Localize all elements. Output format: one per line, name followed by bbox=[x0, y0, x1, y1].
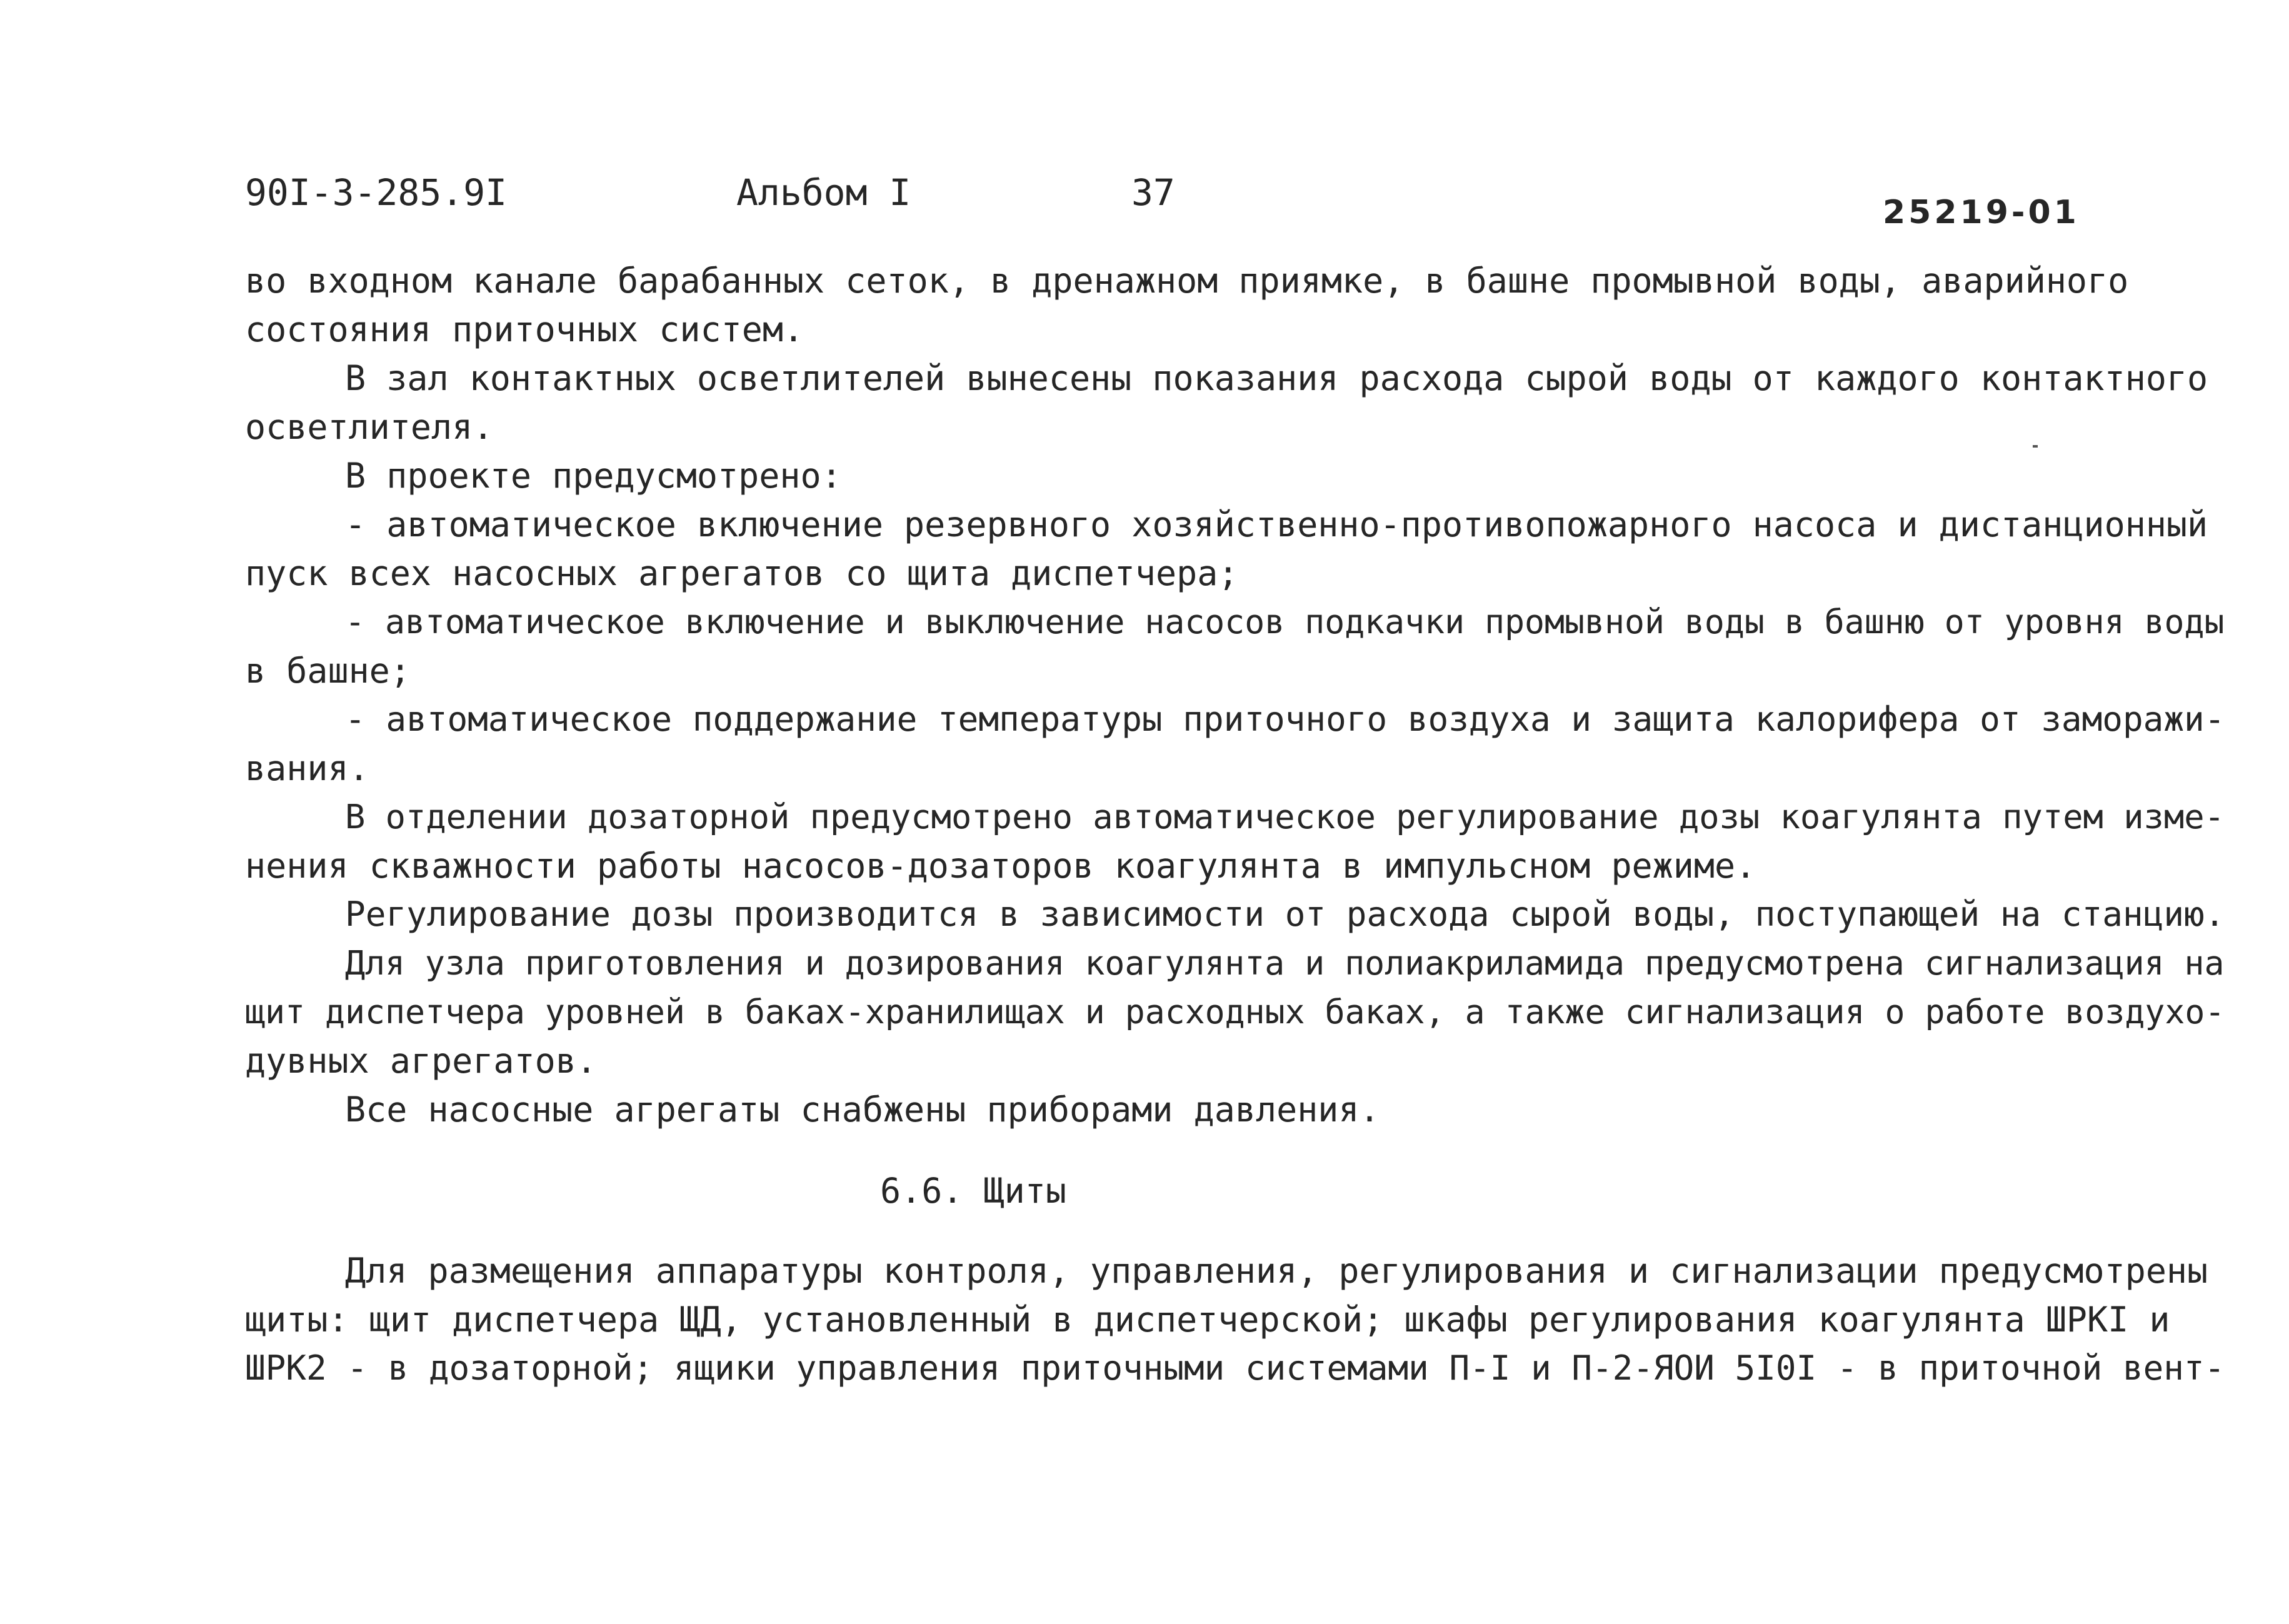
text-line: - автоматическое включение резервного хозяйственно-противопожарного насоса и дистанционный bbox=[345, 504, 2208, 544]
document-code: 90I-3-285.9I bbox=[245, 171, 508, 214]
text-line: Для узла приготовления и дозирования коагулянта и полиакриламида предусмотрена сигнализация на bbox=[345, 944, 2225, 983]
page-number: 37 bbox=[1131, 171, 1175, 214]
section-heading: 6.6. Щиты bbox=[880, 1171, 1067, 1211]
text-line: - автоматическое поддержание температуры приточного воздуха и защита калорифера от заморажи- bbox=[345, 699, 2225, 739]
text-line: Для размещения аппаратуры контроля, управления, регулирования и сигнализации предусмотрены bbox=[345, 1251, 2208, 1291]
text-line: вания. bbox=[245, 748, 369, 788]
scan-speck bbox=[2033, 445, 2038, 448]
text-line: Регулирование дозы производится в зависимости от расхода сырой воды, поступающей на станцию. bbox=[345, 895, 2225, 934]
text-line: ШРК2 - в дозаторной; ящики управления приточными системами П-I и П-2-ЯОИ 5I0I - в приточной вент- bbox=[245, 1348, 2225, 1388]
text-line: щит диспетчера уровней в баках-хранилищах и расходных баках, а также сигнализация о работе воздухо- bbox=[245, 993, 2225, 1031]
text-line: дувных агрегатов. bbox=[245, 1041, 597, 1081]
sheet-code-stamp: 25219-01 bbox=[1883, 194, 2080, 231]
text-line: В проекте предусмотрено: bbox=[345, 456, 842, 496]
text-line: состояния приточных систем. bbox=[245, 309, 804, 349]
text-line: пуск всех насосных агрегатов со щита диспетчера; bbox=[245, 553, 1239, 593]
text-line: - автоматическое включение и выключение насосов подкачки промывной воды в башню от уровня воды bbox=[345, 603, 2225, 641]
text-line: во входном канале барабанных сеток, в дренажном приямке, в башне промывной воды, аварийного bbox=[245, 261, 2129, 301]
text-line: щиты: щит диспетчера ЩД, установленный в диспетчерской; шкафы регулирования коагулянта ШРКI и bbox=[245, 1300, 2170, 1340]
text-line: нения скважности работы насосов-дозаторов коагулянта в импульсном режиме. bbox=[245, 846, 1756, 886]
text-line: В отделении дозаторной предусмотрено автоматическое регулирование дозы коагулянта путем изме- bbox=[345, 797, 2225, 836]
text-line: Все насосные агрегаты снабжены приборами давления. bbox=[345, 1090, 1380, 1130]
text-line: В зал контактных осветлителей вынесены показания расхода сырой воды от каждого контактного bbox=[345, 358, 2208, 398]
album-label: Альбом I bbox=[736, 171, 911, 214]
text-line: осветлителя. bbox=[245, 407, 494, 447]
text-line: в башне; bbox=[245, 651, 411, 691]
